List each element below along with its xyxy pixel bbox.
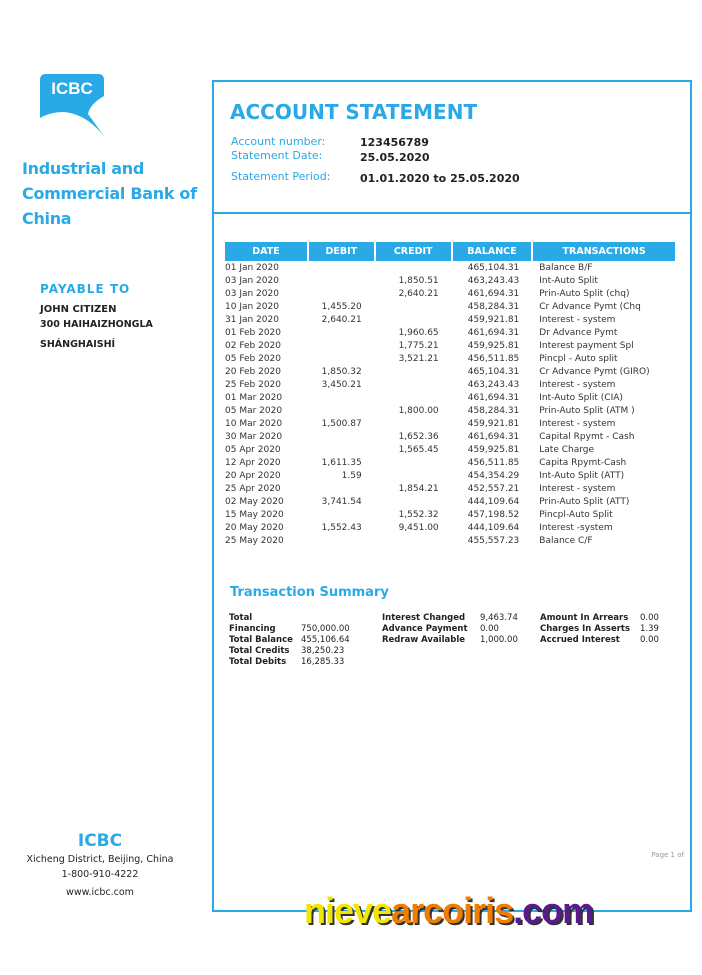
table-row xyxy=(225,404,675,417)
credit-cell xyxy=(376,391,451,404)
balance-cell: 463,243.43 xyxy=(467,379,520,390)
summary-label: Interest Changed xyxy=(382,613,466,623)
statement-date: 25.05.2020 xyxy=(360,151,430,164)
debit-cell xyxy=(309,534,374,547)
balance-cell: 463,243.43 xyxy=(467,275,520,286)
payable-to-label: PAYABLE TO xyxy=(40,282,131,296)
date-cell: 10 Jan 2020 xyxy=(225,301,279,312)
debit-cell: 1,500.87 xyxy=(321,418,362,429)
bank-name xyxy=(22,156,197,231)
transaction-cell: Interest payment Spl xyxy=(539,340,634,351)
summary-label: Total Debits xyxy=(229,657,287,667)
debit-cell xyxy=(309,352,374,365)
balance-cell: 458,284.31 xyxy=(467,301,520,312)
table-row xyxy=(225,313,675,326)
date-cell: 20 May 2020 xyxy=(225,522,284,533)
transaction-cell: Prin-Auto Split (ATM ) xyxy=(539,405,635,416)
summary-item xyxy=(382,624,518,635)
table-row xyxy=(225,274,675,287)
credit-cell: 9,451.00 xyxy=(398,522,439,533)
summary-value: 0.00 xyxy=(640,613,659,623)
balance-cell: 456,511.85 xyxy=(467,353,520,364)
date-cell: 05 Mar 2020 xyxy=(225,405,283,416)
date-cell: 25 Feb 2020 xyxy=(225,379,282,390)
date-cell: 12 Apr 2020 xyxy=(225,457,281,468)
credit-cell: 3,521.21 xyxy=(398,353,439,364)
balance-cell: 461,694.31 xyxy=(467,392,520,403)
transaction-cell: Interest -system xyxy=(539,522,613,533)
icbc-logo xyxy=(40,74,104,136)
debit-cell xyxy=(309,430,374,443)
debit-cell xyxy=(309,326,374,339)
credit-cell xyxy=(376,365,451,378)
table-row xyxy=(225,326,675,339)
credit-cell xyxy=(376,378,451,391)
column-header: BALANCE xyxy=(453,242,532,261)
summary-value: 16,285.33 xyxy=(301,657,345,667)
table-row xyxy=(225,495,675,508)
watermark-part: .com xyxy=(513,890,594,931)
balance-cell: 454,354.29 xyxy=(467,470,520,481)
summary-label: Amount In Arrears xyxy=(540,613,629,623)
summary-item xyxy=(229,657,350,668)
credit-cell: 1,850.51 xyxy=(398,275,439,286)
credit-cell xyxy=(376,495,451,508)
credit-cell: 1,775.21 xyxy=(398,340,439,351)
table-row xyxy=(225,443,675,456)
balance-cell: 465,104.31 xyxy=(467,366,520,377)
summary-label: Total Financing xyxy=(229,613,276,634)
debit-cell xyxy=(309,404,374,417)
table-row xyxy=(225,339,675,352)
transaction-cell: Capital Rpymt - Cash xyxy=(539,431,635,442)
date-cell: 03 Jan 2020 xyxy=(225,275,279,286)
column-header: DEBIT xyxy=(309,242,374,261)
footer-brand: ICBC xyxy=(77,831,123,851)
credit-cell: 2,640.21 xyxy=(398,288,439,299)
summary-value: 0.00 xyxy=(480,624,499,634)
balance-cell: 461,694.31 xyxy=(467,431,520,442)
transaction-cell: Int-Auto Split xyxy=(539,275,598,286)
balance-cell: 456,511.85 xyxy=(467,457,520,468)
table-row xyxy=(225,534,675,547)
balance-cell: 455,557.23 xyxy=(467,535,520,546)
credit-cell xyxy=(376,417,451,430)
credit-cell xyxy=(376,261,451,274)
table-row xyxy=(225,430,675,443)
date-cell: 31 Jan 2020 xyxy=(225,314,279,325)
balance-cell: 444,109.64 xyxy=(467,496,520,507)
summary-column-3 xyxy=(540,613,659,646)
summary-label: Advance Payment xyxy=(382,624,468,634)
account-number: 123456789 xyxy=(360,136,429,149)
balance-cell: 461,694.31 xyxy=(467,288,520,299)
transaction-cell: Cr Advance Pymt (GIRO) xyxy=(539,366,650,377)
summary-item xyxy=(229,613,350,635)
summary-title: Transaction Summary xyxy=(230,585,389,600)
summary-item xyxy=(540,624,659,635)
table-row xyxy=(225,469,675,482)
payee-address-1: 300 HAIHAIZHONGLA xyxy=(40,319,153,330)
table-row xyxy=(225,352,675,365)
statement-period-label: Statement Period: xyxy=(231,170,331,183)
debit-cell xyxy=(309,274,374,287)
date-cell: 01 Feb 2020 xyxy=(225,327,282,338)
bank-footer xyxy=(0,830,200,900)
balance-cell: 457,198.52 xyxy=(467,509,520,520)
date-cell: 05 Apr 2020 xyxy=(225,444,281,455)
date-cell: 03 Jan 2020 xyxy=(225,288,279,299)
balance-cell: 459,921.81 xyxy=(467,418,520,429)
date-cell: 01 Mar 2020 xyxy=(225,392,283,403)
balance-cell: 461,694.31 xyxy=(467,327,520,338)
balance-cell: 452,557.21 xyxy=(467,483,520,494)
footer-phone: 1-800-910-4222 xyxy=(61,869,139,880)
date-cell: 05 Feb 2020 xyxy=(225,353,282,364)
credit-cell xyxy=(376,534,451,547)
credit-cell: 1,552.32 xyxy=(398,509,439,520)
table-row xyxy=(225,378,675,391)
table-row xyxy=(225,482,675,495)
debit-cell: 2,640.21 xyxy=(321,314,362,325)
transaction-cell: Balance C/F xyxy=(539,535,593,546)
header-divider xyxy=(212,212,692,214)
credit-cell: 1,652.36 xyxy=(398,431,439,442)
page-number: Page 1 of xyxy=(651,851,684,859)
balance-cell: 444,109.64 xyxy=(467,522,520,533)
credit-cell: 1,565.45 xyxy=(398,444,439,455)
transaction-cell: Late Charge xyxy=(539,444,595,455)
summary-item xyxy=(229,635,350,646)
summary-label: Accrued Interest xyxy=(540,635,620,645)
statement-title: ACCOUNT STATEMENT xyxy=(230,100,478,124)
date-cell: 15 May 2020 xyxy=(225,509,284,520)
debit-cell xyxy=(309,261,374,274)
transaction-cell: Int-Auto Split (CIA) xyxy=(539,392,623,403)
table-row xyxy=(225,456,675,469)
debit-cell xyxy=(309,508,374,521)
summary-value: 1,000.00 xyxy=(480,635,518,645)
debit-cell xyxy=(309,287,374,300)
summary-label: Redraw Available xyxy=(382,635,466,645)
debit-cell xyxy=(309,482,374,495)
summary-item xyxy=(229,646,350,657)
transaction-cell: Pincpl-Auto Split xyxy=(539,509,613,520)
date-cell: 20 Apr 2020 xyxy=(225,470,281,481)
debit-cell: 1,552.43 xyxy=(321,522,362,533)
date-cell: 25 May 2020 xyxy=(225,535,284,546)
balance-cell: 458,284.31 xyxy=(467,405,520,416)
summary-item xyxy=(540,613,659,624)
date-cell: 10 Mar 2020 xyxy=(225,418,283,429)
footer-website: www.icbc.com xyxy=(66,887,134,898)
payee-name: JOHN CITIZEN xyxy=(40,304,117,315)
summary-value: 455,106.64 xyxy=(301,635,350,645)
bank-name-line: Commercial Bank of xyxy=(22,184,197,203)
date-cell: 30 Mar 2020 xyxy=(225,431,283,442)
summary-label: Total Credits xyxy=(229,646,290,656)
transactions-table xyxy=(223,242,677,547)
summary-item xyxy=(540,635,659,646)
footer-address: Xicheng District, Beijing, China xyxy=(26,854,174,865)
transaction-cell: Cr Advance Pymt (Chq xyxy=(539,301,641,312)
credit-cell: 1,800.00 xyxy=(398,405,439,416)
watermark-part: arcoiris xyxy=(391,890,514,931)
balance-cell: 459,925.81 xyxy=(467,340,520,351)
summary-value: 750,000.00 xyxy=(301,624,350,634)
table-row xyxy=(225,417,675,430)
summary-value: 38,250.23 xyxy=(301,646,345,656)
transaction-cell: Interest - system xyxy=(539,483,616,494)
table-row xyxy=(225,365,675,378)
balance-cell: 465,104.31 xyxy=(467,262,520,273)
summary-label: Total Balance xyxy=(229,635,293,645)
summary-column-1 xyxy=(229,613,350,668)
table-row xyxy=(225,521,675,534)
debit-cell: 1.59 xyxy=(341,470,362,481)
transaction-cell: Interest - system xyxy=(539,314,616,325)
transaction-cell: Capita Rpymt-Cash xyxy=(539,457,627,468)
transaction-cell: Interest - system xyxy=(539,379,616,390)
account-number-label: Account number: xyxy=(231,135,326,148)
summary-value: 9,463.74 xyxy=(480,613,518,623)
watermark xyxy=(304,890,593,932)
summary-item xyxy=(382,613,518,624)
debit-cell: 1,611.35 xyxy=(321,457,362,468)
debit-cell xyxy=(309,443,374,456)
credit-cell xyxy=(376,456,451,469)
date-cell: 02 May 2020 xyxy=(225,496,284,507)
transaction-cell: Prin-Auto Split (ATT) xyxy=(539,496,630,507)
column-header: CREDIT xyxy=(376,242,451,261)
column-header: DATE xyxy=(225,242,307,261)
table-row xyxy=(225,391,675,404)
balance-cell: 459,925.81 xyxy=(467,444,520,455)
date-cell: 25 Apr 2020 xyxy=(225,483,281,494)
transaction-cell: Pincpl - Auto split xyxy=(539,353,618,364)
table-row xyxy=(225,261,675,274)
debit-cell: 1,455.20 xyxy=(321,301,362,312)
payee-address-2: SHÁNGHAISHÍ xyxy=(40,339,116,350)
summary-value: 1.39 xyxy=(640,624,659,634)
debit-cell xyxy=(309,391,374,404)
credit-cell xyxy=(376,300,451,313)
statement-period: 01.01.2020 to 25.05.2020 xyxy=(360,172,520,185)
transaction-cell: Balance B/F xyxy=(539,262,593,273)
debit-cell xyxy=(309,339,374,352)
table-row xyxy=(225,300,675,313)
credit-cell xyxy=(376,313,451,326)
debit-cell: 3,450.21 xyxy=(321,379,362,390)
table-row xyxy=(225,287,675,300)
transaction-cell: Prin-Auto Split (chq) xyxy=(539,288,630,299)
statement-date-label: Statement Date: xyxy=(231,149,323,162)
transaction-cell: Interest - system xyxy=(539,418,616,429)
summary-item xyxy=(382,635,518,646)
credit-cell: 1,960.65 xyxy=(398,327,439,338)
date-cell: 02 Feb 2020 xyxy=(225,340,282,351)
debit-cell: 3,741.54 xyxy=(321,496,362,507)
date-cell: 20 Feb 2020 xyxy=(225,366,282,377)
svg-text:ICBC: ICBC xyxy=(51,79,93,98)
bank-name-line: Industrial and xyxy=(22,159,145,178)
transaction-cell: Dr Advance Pymt xyxy=(539,327,618,338)
bank-name-line: China xyxy=(22,209,72,228)
date-cell: 01 Jan 2020 xyxy=(225,262,279,273)
transaction-cell: Int-Auto Split (ATT) xyxy=(539,470,625,481)
credit-cell: 1,854.21 xyxy=(398,483,439,494)
balance-cell: 459,921.81 xyxy=(467,314,520,325)
column-header: TRANSACTIONS xyxy=(533,242,675,261)
debit-cell: 1,850.32 xyxy=(321,366,362,377)
table-row xyxy=(225,508,675,521)
credit-cell xyxy=(376,469,451,482)
watermark-part: nieve xyxy=(304,890,392,931)
summary-label: Charges In Asserts xyxy=(540,624,631,634)
summary-column-2 xyxy=(382,613,518,646)
summary-value: 0.00 xyxy=(640,635,659,645)
